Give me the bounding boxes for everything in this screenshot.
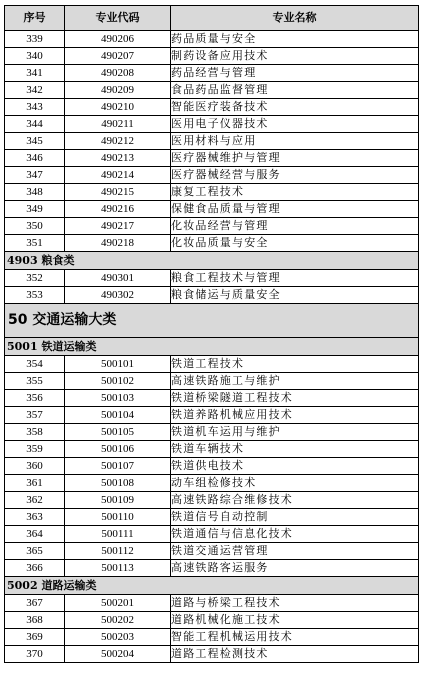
major-name-cell: 化妆品经营与管理 <box>171 218 419 235</box>
table-row <box>5 595 419 612</box>
subcategory-label: 5001 铁道运输类 <box>5 338 419 356</box>
header-serial-number: 序号 <box>5 6 65 31</box>
major-code-cell: 500102 <box>65 373 171 390</box>
serial-number-cell: 344 <box>5 116 65 133</box>
serial-number-cell: 370 <box>5 646 65 663</box>
major-name-cell: 粮食工程技术与管理 <box>171 270 419 287</box>
table-row <box>5 475 419 492</box>
document-page <box>4 5 418 663</box>
table-row <box>5 99 419 116</box>
serial-number-cell: 354 <box>5 356 65 373</box>
major-name-cell: 保健食品质量与管理 <box>171 201 419 218</box>
serial-number-cell: 360 <box>5 458 65 475</box>
header-major-name: 专业名称 <box>171 6 419 31</box>
major-name-cell: 智能工程机械运用技术 <box>171 629 419 646</box>
serial-number-cell: 347 <box>5 167 65 184</box>
major-name-cell: 铁道工程技术 <box>171 356 419 373</box>
major-name-cell: 康复工程技术 <box>171 184 419 201</box>
major-name-cell: 化妆品质量与安全 <box>171 235 419 252</box>
major-code-cell: 490212 <box>65 133 171 150</box>
major-code-cell: 500109 <box>65 492 171 509</box>
major-name-cell: 铁道供电技术 <box>171 458 419 475</box>
table-row <box>5 184 419 201</box>
serial-number-cell: 349 <box>5 201 65 218</box>
major-name-cell: 食品药品监督管理 <box>171 82 419 99</box>
serial-number-cell: 364 <box>5 526 65 543</box>
serial-number-cell: 352 <box>5 270 65 287</box>
table-row <box>5 356 419 373</box>
table-row <box>5 65 419 82</box>
major-name-cell: 药品经营与管理 <box>171 65 419 82</box>
major-code-cell: 490218 <box>65 235 171 252</box>
table-row <box>5 150 419 167</box>
major-name-cell: 高速铁路客运服务 <box>171 560 419 577</box>
table-row <box>5 116 419 133</box>
table-row <box>5 235 419 252</box>
serial-number-cell: 355 <box>5 373 65 390</box>
subcategory-row <box>5 577 419 595</box>
major-name-cell: 铁道桥梁隧道工程技术 <box>171 390 419 407</box>
table-row <box>5 133 419 150</box>
serial-number-cell: 342 <box>5 82 65 99</box>
major-code-cell: 500111 <box>65 526 171 543</box>
table-row <box>5 270 419 287</box>
serial-number-cell: 369 <box>5 629 65 646</box>
major-code-cell: 490217 <box>65 218 171 235</box>
table-row <box>5 543 419 560</box>
major-code-cell: 500105 <box>65 424 171 441</box>
major-code-cell: 500107 <box>65 458 171 475</box>
major-code-cell: 500203 <box>65 629 171 646</box>
major-name-cell: 高速铁路综合维修技术 <box>171 492 419 509</box>
major-name-cell: 制药设备应用技术 <box>171 48 419 65</box>
major-code-cell: 490208 <box>65 65 171 82</box>
table-row <box>5 201 419 218</box>
serial-number-cell: 351 <box>5 235 65 252</box>
major-name-cell: 铁道信号自动控制 <box>171 509 419 526</box>
major-code-cell: 500110 <box>65 509 171 526</box>
major-name-cell: 铁道机车运用与维护 <box>171 424 419 441</box>
major-category-label: 50 交通运输大类 <box>5 304 419 338</box>
major-name-cell: 铁道交通运营管理 <box>171 543 419 560</box>
major-code-cell: 500202 <box>65 612 171 629</box>
table-row <box>5 48 419 65</box>
major-code-cell: 500201 <box>65 595 171 612</box>
major-code-cell: 490210 <box>65 99 171 116</box>
major-code-cell: 490209 <box>65 82 171 99</box>
serial-number-cell: 339 <box>5 31 65 48</box>
major-code-cell: 500103 <box>65 390 171 407</box>
serial-number-cell: 343 <box>5 99 65 116</box>
major-code-cell: 490213 <box>65 150 171 167</box>
major-name-cell: 智能医疗装备技术 <box>171 99 419 116</box>
subcategory-label: 5002 道路运输类 <box>5 577 419 595</box>
major-name-cell: 高速铁路施工与维护 <box>171 373 419 390</box>
serial-number-cell: 341 <box>5 65 65 82</box>
major-name-cell: 动车组检修技术 <box>171 475 419 492</box>
table-row <box>5 458 419 475</box>
table-row <box>5 646 419 663</box>
table-row <box>5 492 419 509</box>
table-row <box>5 82 419 99</box>
table-row <box>5 407 419 424</box>
major-name-cell: 道路与桥梁工程技术 <box>171 595 419 612</box>
major-name-cell: 医用材料与应用 <box>171 133 419 150</box>
major-name-cell: 铁道通信与信息化技术 <box>171 526 419 543</box>
serial-number-cell: 356 <box>5 390 65 407</box>
major-name-cell: 道路机械化施工技术 <box>171 612 419 629</box>
major-code-cell: 500204 <box>65 646 171 663</box>
major-code-cell: 490206 <box>65 31 171 48</box>
table-row <box>5 441 419 458</box>
major-name-cell: 铁道车辆技术 <box>171 441 419 458</box>
table-row <box>5 526 419 543</box>
serial-number-cell: 340 <box>5 48 65 65</box>
major-code-cell: 500101 <box>65 356 171 373</box>
header-major-code: 专业代码 <box>65 6 171 31</box>
major-code-cell: 490301 <box>65 270 171 287</box>
table-row <box>5 373 419 390</box>
major-name-cell: 医用电子仪器技术 <box>171 116 419 133</box>
major-code-cell: 500113 <box>65 560 171 577</box>
table-row <box>5 167 419 184</box>
table-body <box>5 31 419 663</box>
table-row <box>5 287 419 304</box>
table-row <box>5 629 419 646</box>
major-table <box>4 5 419 663</box>
serial-number-cell: 365 <box>5 543 65 560</box>
subcategory-row <box>5 252 419 270</box>
subcategory-label: 4903 粮食类 <box>5 252 419 270</box>
major-code-cell: 490207 <box>65 48 171 65</box>
table-row <box>5 560 419 577</box>
major-code-cell: 490214 <box>65 167 171 184</box>
major-name-cell: 药品质量与安全 <box>171 31 419 48</box>
major-code-cell: 500112 <box>65 543 171 560</box>
subcategory-row <box>5 338 419 356</box>
serial-number-cell: 361 <box>5 475 65 492</box>
serial-number-cell: 366 <box>5 560 65 577</box>
major-name-cell: 铁道养路机械应用技术 <box>171 407 419 424</box>
serial-number-cell: 359 <box>5 441 65 458</box>
serial-number-cell: 353 <box>5 287 65 304</box>
table-row <box>5 509 419 526</box>
major-category-row <box>5 304 419 338</box>
serial-number-cell: 346 <box>5 150 65 167</box>
table-row <box>5 390 419 407</box>
major-code-cell: 490216 <box>65 201 171 218</box>
serial-number-cell: 345 <box>5 133 65 150</box>
major-name-cell: 医疗器械经营与服务 <box>171 167 419 184</box>
major-name-cell: 粮食储运与质量安全 <box>171 287 419 304</box>
serial-number-cell: 368 <box>5 612 65 629</box>
serial-number-cell: 363 <box>5 509 65 526</box>
serial-number-cell: 357 <box>5 407 65 424</box>
table-row <box>5 218 419 235</box>
major-code-cell: 490302 <box>65 287 171 304</box>
major-code-cell: 500108 <box>65 475 171 492</box>
table-row <box>5 612 419 629</box>
major-code-cell: 500104 <box>65 407 171 424</box>
serial-number-cell: 362 <box>5 492 65 509</box>
major-name-cell: 医疗器械维护与管理 <box>171 150 419 167</box>
major-code-cell: 490215 <box>65 184 171 201</box>
table-header-row <box>5 6 419 31</box>
major-code-cell: 500106 <box>65 441 171 458</box>
serial-number-cell: 350 <box>5 218 65 235</box>
major-name-cell: 道路工程检测技术 <box>171 646 419 663</box>
serial-number-cell: 367 <box>5 595 65 612</box>
serial-number-cell: 348 <box>5 184 65 201</box>
table-row <box>5 424 419 441</box>
table-row <box>5 31 419 48</box>
serial-number-cell: 358 <box>5 424 65 441</box>
major-code-cell: 490211 <box>65 116 171 133</box>
